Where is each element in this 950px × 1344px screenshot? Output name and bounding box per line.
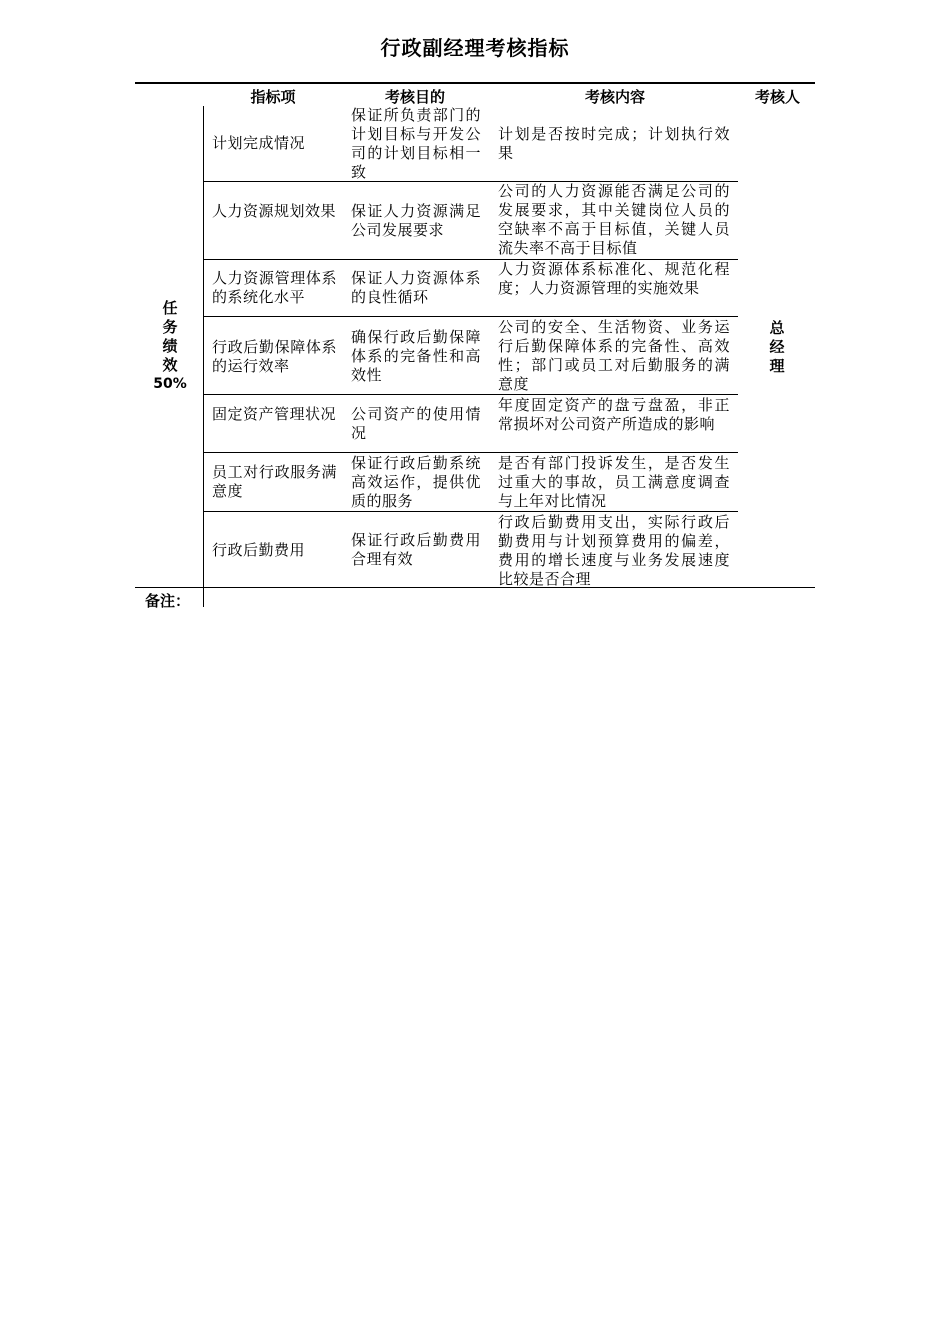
row-6-content: 是否有部门投诉发生，是否发生过重大的事故，员工满意度调查与上年对比情况: [498, 454, 730, 510]
table-bottom-rule: [135, 587, 815, 588]
row-left-border: [203, 181, 204, 259]
row-left-border: [203, 511, 204, 587]
row-4-purpose: 确保行政后勤保障体系的完备性和高效性: [351, 328, 481, 384]
row-left-border: [203, 394, 204, 452]
category-char: 任: [162, 299, 178, 317]
assessor-char: 经: [769, 338, 785, 356]
category-weight: 50%: [153, 376, 187, 392]
assessor-char: 总: [769, 319, 785, 337]
row-4-content: 公司的安全、生活物资、业务运行后勤保障体系的完备性、高效性；部门或员工对后勤服务的满意度: [498, 318, 730, 393]
row-3-item: 人力资源管理体系的系统化水平: [212, 269, 337, 306]
note-label: 备注：: [145, 592, 191, 610]
row-4-item: 行政后勤保障体系的运行效率: [212, 338, 337, 375]
row-2-item: 人力资源规划效果: [212, 202, 337, 220]
row-1-purpose: 保证所负责部门的计划目标与开发公司的计划目标相一致: [351, 106, 481, 181]
category-char: 务: [162, 318, 178, 336]
row-6-item: 员工对行政服务满意度: [212, 463, 337, 500]
row-7-purpose: 保证行政后勤费用合理有效: [351, 531, 481, 568]
table-top-rule: [135, 82, 815, 84]
row-left-border: [203, 316, 204, 394]
assessor-char: 理: [769, 357, 785, 375]
row-2-content: 公司的人力资源能否满足公司的发展要求，其中关键岗位人员的空缺率不高于目标值，关键人员流失率不高于目标值: [498, 182, 730, 257]
row-divider: [203, 316, 738, 317]
row-3-purpose: 保证人力资源体系的良性循环: [351, 269, 481, 306]
header-content: 考核内容: [584, 88, 645, 106]
row-7-item: 行政后勤费用: [212, 541, 306, 559]
row-divider: [203, 394, 738, 395]
row-3-content: 人力资源体系标准化、规范化程度；人力资源管理的实施效果: [498, 260, 730, 297]
page-title: 行政副经理考核指标: [380, 36, 570, 60]
row-5-purpose: 公司资产的使用情况: [351, 405, 481, 442]
row-divider: [203, 452, 738, 453]
assessor-label: [757, 319, 797, 376]
row-left-border: [203, 452, 204, 511]
category-char: 绩: [162, 337, 178, 355]
row-1-item: 计划完成情况: [212, 134, 306, 152]
category-label: [150, 299, 190, 394]
row-left-border: [203, 259, 204, 316]
row-left-border: [203, 106, 204, 181]
header-item: 指标项: [250, 88, 296, 106]
header-purpose: 考核目的: [384, 88, 445, 106]
row-2-purpose: 保证人力资源满足公司发展要求: [351, 202, 481, 239]
category-char: 效: [162, 356, 178, 374]
row-1-content: 计划是否按时完成；计划执行效果: [498, 125, 730, 162]
note-field[interactable]: [203, 588, 204, 607]
header-assessor: 考核人: [754, 88, 800, 106]
row-6-purpose: 保证行政后勤系统高效运作，提供优质的服务: [351, 454, 481, 510]
row-divider: [203, 511, 738, 512]
row-7-content: 行政后勤费用支出，实际行政后勤费用与计划预算费用的偏差，费用的增长速度与业务发展速度比较是否合理: [498, 513, 730, 588]
row-5-item: 固定资产管理状况: [212, 405, 337, 423]
row-5-content: 年度固定资产的盘亏盘盈，非正常损坏对公司资产所造成的影响: [498, 396, 730, 433]
